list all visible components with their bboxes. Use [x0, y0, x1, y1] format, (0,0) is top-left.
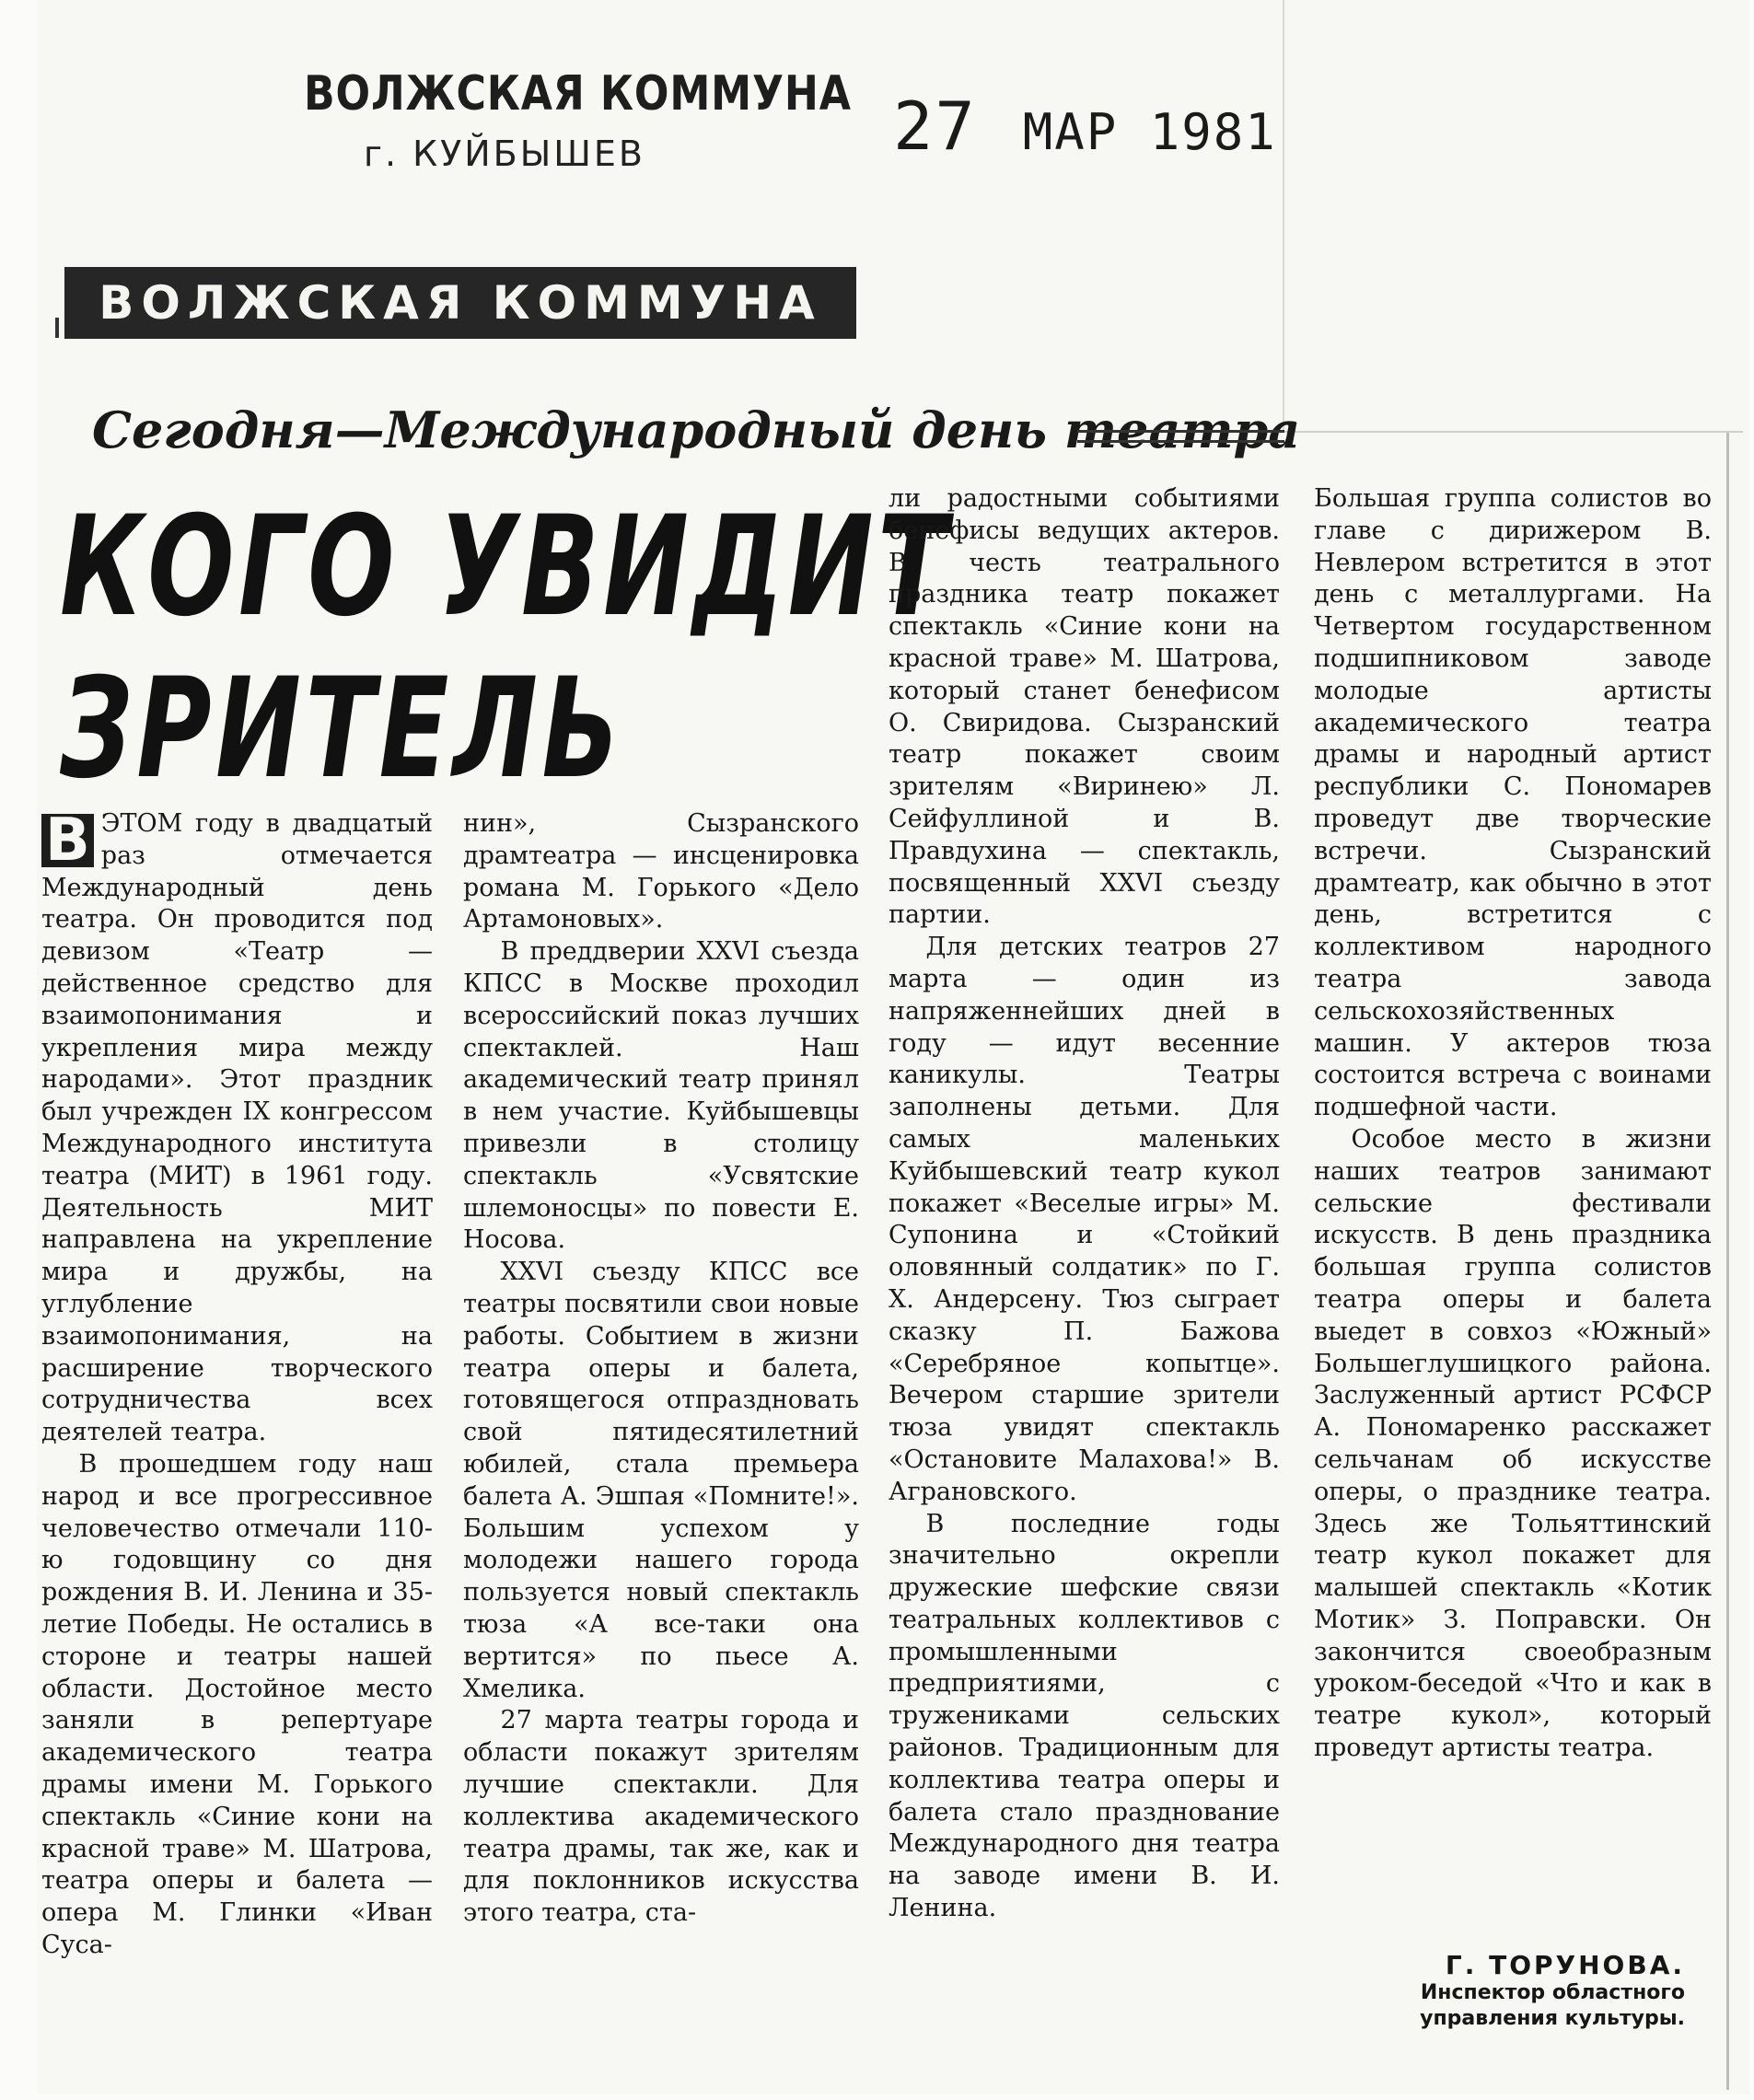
headline-line: КОГО УВИДИТ: [60, 487, 952, 647]
article-paragraph: Большая группа солистов во главе с дирижером В. Невлером встретится в этот день с металлургами. На Четвертом государственном подшипниковом заводе молодые артисты академического театра драмы и народный артист республики С. Пономарев проведут две творческие встречи. Сызранский драмтеатр, как обычно в этот день, встретится с коллективом народного театра завода сельскохозяйственных машин. У актеров тюза состоится встреча с воинами подшефной части.: [1314, 484, 1712, 1122]
article-paragraph: ли радостными событиями бенефисы ведущих актеров. В честь театрального праздника театр покажет спектакль «Синие кони на красной траве» М. Шатрова, который станет бенефисом О. Свиридова. Сызранский театр покажет своим зрителям «Виринею» Л. Сейфуллиной и В. Правдухина — спектакль, посвященный XXVI съезду партии.: [889, 484, 1280, 930]
article-column-1: [41, 808, 433, 2070]
article-column-4: [1314, 483, 1712, 2021]
stamp-date-day: 27: [893, 87, 977, 165]
article-paragraph: 27 марта театры города и области покажут зрителям лучшие спектакли. Для коллектива академического театра драмы, так же, как и для поклонников искусства этого театра, ста-: [463, 1706, 859, 1928]
stamp-city: г. КУЙБЫШЕВ: [364, 133, 645, 174]
article-column-3: [889, 483, 1280, 2067]
author-role: Инспектор областного управления культуры.: [1420, 1981, 1685, 2030]
article-paragraph: В последние годы значительно окрепли дружеские шефские связи театральных коллективов с промышленными предприятиями, с тружениками сельских районов. Традиционным для коллектива театра оперы и балета стало празднование Международного дня театра на заводе имени В. И. Ленина.: [889, 1509, 1280, 1923]
article-paragraph: [41, 808, 433, 1449]
article-signature: [1344, 1950, 1685, 2032]
article-column-2: [463, 808, 859, 2070]
newspaper-nameplate: ВОЛЖСКАЯ КОММУНА: [64, 267, 856, 339]
article-headline: [60, 486, 951, 810]
article-paragraph: Особое место в жизни наших театров занимают сельские фестивали искусств. В день праздника большая группа солистов театра оперы и балета выедет в совхоз «Южный» Большеглушицкого района. Заслуженный артист РСФСР А. Пономаренко расскажет сельчанам об искусстве оперы, о празднике театра. Здесь же Тольяттинский театр кукол покажет для малышей спектакль «Котик Мотик» З. Поправски. Он закончится своеобразным уроком-беседой «Что и как в театре кукол», который проведут артисты театра.: [1314, 1124, 1712, 1763]
nameplate-mark: [55, 318, 59, 338]
article-paragraph: нин», Сызранского драмтеатра — инсценировка романа М. Горького «Дело Артамоновых».: [463, 809, 859, 934]
clipping-edge: [1726, 433, 1729, 2090]
stamp-newspaper-name: ВОЛЖСКАЯ КОММУНА: [304, 66, 852, 122]
drop-cap: В: [41, 814, 94, 867]
article-paragraph: В преддверии XXVI съезда КПСС в Москве проходил всероссийский показ лучших спектаклей. Наш академический театр принял в нем участие. Куйбышевцы привезли в столицу спектакль «Усвятские шлемоносцы» по повести Е. Носова.: [463, 937, 859, 1255]
kicker-rule: [1077, 430, 1284, 443]
article-kicker: Сегодня—Международный день театра: [92, 400, 1301, 459]
author-name: Г. ТОРУНОВА.: [1445, 1950, 1685, 1980]
clipping-edge: [1283, 431, 1743, 433]
headline-line: ЗРИТЕЛЬ: [60, 649, 624, 809]
article-paragraph: XXVI съезду КПСС все театры посвятили свои новые работы. Событием в жизни театра оперы и балета, готовящегося отпраздновать свой пятидесятилетний юбилей, стала премьера балета А. Эшпая «Помните!». Большим успехом у молодежи нашего города пользуется новый спектакль тюза «А все-таки она вертится» по пьесе А. Хмелика.: [463, 1258, 859, 1703]
stamp-date: [893, 87, 1277, 165]
stamp-date-month-year: МАР 1981: [1022, 103, 1277, 161]
article-paragraph: В прошедшем году наш народ и все прогрессивное человечество отмечали 110-ю годовщину со дня рождения В. И. Ленина и 35-летие Победы. Не остались в стороне и театры нашей области. Достойное место заняли в репертуаре академического театра драмы имени М. Горького спектакль «Синие кони на красной траве» М. Шатрова, театра оперы и балета — опера М. Глинки «Иван Суса-: [41, 1449, 433, 1959]
article-paragraph: Для детских театров 27 марта — один из напряженнейших дней в году — идут весенние каникулы. Театры заполнены детьми. Для самых маленьких Куйбышевский театр кукол покажет «Веселые игры» М. Супонина и «Стойкий оловянный солдатик» по Г. Х. Андерсену. Тюз сыграет сказку П. Бажова «Серебряное копытце». Вечером старшие зрители тюза увидят спектакль «Остановите Малахова!» В. Аграновского.: [889, 933, 1280, 1506]
clipping-edge: [1283, 0, 1284, 433]
paragraph-text: ЭТОМ году в двадцатый раз отмечается Международный день театра. Он проводится под девизом «Театр — действенное средство для взаимопонимания и укрепления мира между народами». Этот праздник был учрежден IX конгрессом Международного института театра (МИТ) в 1961 году. Деятельность МИТ направлена на укрепление мира и дружбы, на углубление взаимопонимания, на расширение творческого сотрудничества всех деятелей театра.: [41, 809, 433, 1447]
